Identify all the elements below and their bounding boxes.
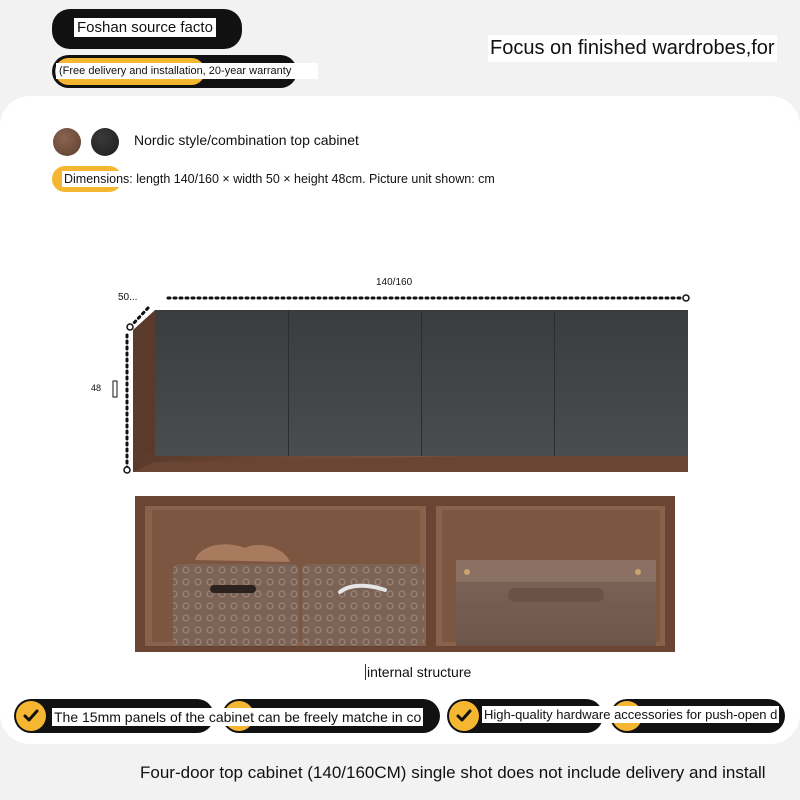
style-label: Nordic style/combination top cabinet <box>134 132 359 148</box>
storage-box-left <box>173 564 299 646</box>
footer-note: Four-door top cabinet (140/160CM) single shot does not include delivery and install <box>140 763 766 782</box>
leather-box-lid <box>456 560 656 582</box>
headline: Focus on finished wardrobes,for <box>488 35 777 62</box>
upper-cabinet-side <box>133 310 155 472</box>
storage-box-left-handle <box>210 585 256 593</box>
upper-cabinet-glass-door-4 <box>555 310 688 456</box>
upper-cabinet-glass-door-3 <box>422 310 554 456</box>
check-icon <box>16 701 46 731</box>
check-icon <box>449 701 479 731</box>
width-label: 50... <box>118 292 138 303</box>
leather-box-stud-left <box>464 569 470 575</box>
internal-structure-label: internal structure <box>367 664 472 680</box>
dimensions-text: Dimensions: length 140/160 × width 50 × height 48cm. Picture unit shown: cm <box>64 172 495 186</box>
leather-box-stud-right <box>635 569 641 575</box>
length-dimension-end <box>683 295 689 301</box>
width-dimension-end <box>127 324 133 330</box>
height-label: 48 <box>91 383 102 393</box>
height-dimension-end <box>124 467 130 473</box>
delivery-badge-text: (Free delivery and installation, 20-year warranty <box>56 63 318 79</box>
feature-text-1: The 15mm panels of the cabinet can be freely matche in co <box>54 709 422 725</box>
upper-cabinet-glass-door-1 <box>155 310 288 456</box>
factory-badge-text: Foshan source facto <box>74 18 216 37</box>
leather-box-handle <box>508 588 604 602</box>
storage-box-middle <box>302 564 424 646</box>
height-label-bracket <box>113 381 117 397</box>
upper-cabinet-glass-door-2 <box>289 310 421 456</box>
length-label: 140/160 <box>376 277 413 288</box>
feature-text-2: High-quality hardware accessories for push-open d <box>484 707 778 722</box>
